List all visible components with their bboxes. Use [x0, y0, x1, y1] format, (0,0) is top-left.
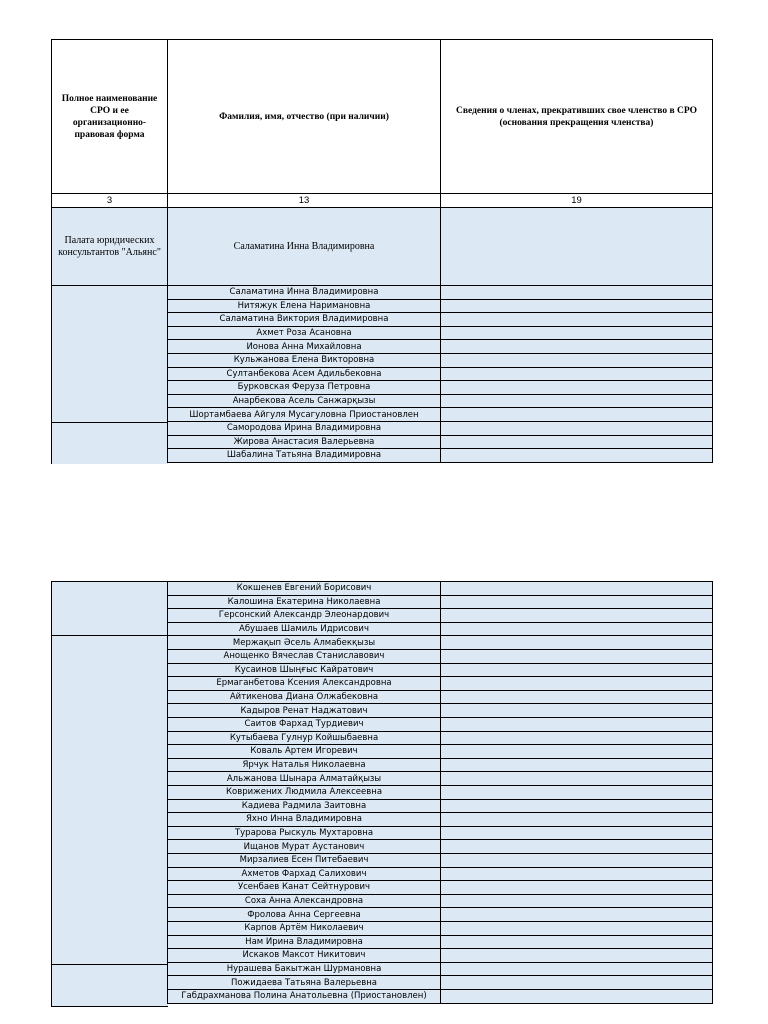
- member-info-cell: [440, 394, 713, 409]
- member-info-cell: [440, 312, 713, 327]
- number-org-cell: 3: [51, 193, 168, 208]
- member-info-cell: [440, 649, 713, 664]
- member-name-cell: Ахметов Фархад Салихович: [167, 867, 441, 882]
- member-name-cell: Соха Анна Александровна: [167, 894, 441, 909]
- member-info-cell: [440, 353, 713, 368]
- member-info-cell: [440, 367, 713, 382]
- member-info-cell: [440, 285, 713, 300]
- member-name-cell: Калошина Екатерина Николаевна: [167, 595, 441, 610]
- member-name-cell: Мирзалиев Есен Питебаевич: [167, 853, 441, 868]
- number-info-cell: 19: [440, 193, 713, 208]
- member-info-cell: [440, 880, 713, 895]
- member-info-cell: [440, 299, 713, 314]
- member-name-cell: Фролова Анна Сергеевна: [167, 907, 441, 922]
- header-org-cell: Полное наименование СРО и ее организационно-правовая форма: [51, 39, 168, 194]
- member-name-cell: Пожидаева Татьяна Валерьевна: [167, 975, 441, 990]
- member-info-cell: [440, 421, 713, 436]
- member-name-cell: Габдрахманова Полина Анатольевна (Приостановлен): [167, 989, 441, 1004]
- member-info-cell: [440, 948, 713, 963]
- member-info-cell: [440, 717, 713, 732]
- member-name-cell: Мержақып Әсель Алмабекқызы: [167, 635, 441, 650]
- member-info-cell: [440, 608, 713, 623]
- member-info-cell: [440, 867, 713, 882]
- member-name-cell: Шабалина Татьяна Владимировна: [167, 448, 441, 463]
- member-info-cell: [440, 771, 713, 786]
- member-info-cell: [440, 407, 713, 422]
- member-name-cell: Ахмет Роза Асановна: [167, 326, 441, 341]
- member-info-cell: [440, 799, 713, 814]
- member-name-cell: Яхно Инна Владимировна: [167, 812, 441, 827]
- member-name-cell: Шортамбаева Айгуля Мусагуловна Приостановлен: [167, 407, 441, 422]
- member-info-cell: [440, 935, 713, 950]
- member-name-cell: Жирова Анастасия Валерьевна: [167, 435, 441, 450]
- member-name-cell: Бурковская Феруза Петровна: [167, 380, 441, 395]
- member-name-cell: Герсонский Александр Элеонардович: [167, 608, 441, 623]
- member-info-cell: [440, 326, 713, 341]
- number-name-cell: 13: [167, 193, 441, 208]
- member-name-cell: Ермаганбетова Ксения Александровна: [167, 676, 441, 691]
- member-info-cell: [440, 581, 713, 596]
- member-name-cell: Коврижених Людмила Алексеевна: [167, 785, 441, 800]
- member-info-cell: [440, 435, 713, 450]
- member-info-cell: [440, 894, 713, 909]
- member-info-cell: [440, 635, 713, 650]
- member-info-cell: [440, 690, 713, 705]
- member-info-cell: [440, 989, 713, 1004]
- member-info-cell: [440, 785, 713, 800]
- member-name-cell: Кусаинов Шыңғыс Кайратович: [167, 663, 441, 678]
- member-name-cell: Нитяжук Елена Наримановна: [167, 299, 441, 314]
- member-info-cell: [440, 962, 713, 977]
- member-name-cell: Кокшенев Евгений Борисович: [167, 581, 441, 596]
- member-info-cell: [440, 448, 713, 463]
- member-name-cell: Кутыбаева Гулнур Койшыбаевна: [167, 731, 441, 746]
- member-info-cell: [440, 975, 713, 990]
- member-name-cell: Нам Ирина Владимировна: [167, 935, 441, 950]
- member-info-cell: [440, 676, 713, 691]
- member-name-cell: Саламатина Инна Владимировна: [167, 285, 441, 300]
- member-name-cell: Усенбаев Канат Сейтнурович: [167, 880, 441, 895]
- member-name-cell: Кадиева Радмила Заитовна: [167, 799, 441, 814]
- main-info-cell: [440, 207, 713, 286]
- member-info-cell: [440, 812, 713, 827]
- member-name-cell: Ярчук Наталья Николаевна: [167, 758, 441, 773]
- member-name-cell: Абушаев Шамиль Идрисович: [167, 622, 441, 637]
- org-name-cell: Палата юридических консультантов "Альянс": [51, 207, 168, 286]
- member-info-cell: [440, 339, 713, 354]
- member-info-cell: [440, 921, 713, 936]
- member-name-cell: Султанбекова Асем Адильбековна: [167, 367, 441, 382]
- member-info-cell: [440, 595, 713, 610]
- member-name-cell: Кульжанова Елена Викторовна: [167, 353, 441, 368]
- member-name-cell: Коваль Артем Игоревич: [167, 744, 441, 759]
- member-info-cell: [440, 380, 713, 395]
- member-info-cell: [440, 703, 713, 718]
- main-name-cell: Саламатина Инна Владимировна: [167, 207, 441, 286]
- member-name-cell: Анощенко Вячеслав Станиславович: [167, 649, 441, 664]
- member-name-cell: Саламатина Виктория Владимировна: [167, 312, 441, 327]
- member-info-cell: [440, 826, 713, 841]
- org-column-segment: [51, 285, 168, 423]
- org-column-segment: [51, 581, 168, 636]
- member-name-cell: Самородова Ирина Владимировна: [167, 421, 441, 436]
- member-info-cell: [440, 744, 713, 759]
- member-name-cell: Карпов Артём Николаевич: [167, 921, 441, 936]
- header-info-cell: Сведения о членах, прекративших свое членство в СРО (основания прекращения членства): [440, 39, 713, 194]
- member-name-cell: Турарова Рыскуль Мухтаровна: [167, 826, 441, 841]
- member-name-cell: Анарбекова Асель Санжарқызы: [167, 394, 441, 409]
- member-info-cell: [440, 839, 713, 854]
- member-info-cell: [440, 663, 713, 678]
- member-info-cell: [440, 622, 713, 637]
- member-name-cell: Нурашева Бакытжан Шурмановна: [167, 962, 441, 977]
- member-name-cell: Ищанов Мурат Аустанович: [167, 839, 441, 854]
- member-info-cell: [440, 731, 713, 746]
- member-name-cell: Искаков Максот Никитович: [167, 948, 441, 963]
- org-column-segment: [51, 422, 168, 464]
- member-name-cell: Айтикенова Диана Олжабековна: [167, 690, 441, 705]
- member-name-cell: Саитов Фархад Турдиевич: [167, 717, 441, 732]
- member-name-cell: Ионова Анна Михайловна: [167, 339, 441, 354]
- member-name-cell: Кадыров Ренат Наджатович: [167, 703, 441, 718]
- member-info-cell: [440, 853, 713, 868]
- member-info-cell: [440, 907, 713, 922]
- header-name-cell: Фамилия, имя, отчество (при наличии): [167, 39, 441, 194]
- org-column-segment: [51, 635, 168, 965]
- member-info-cell: [440, 758, 713, 773]
- member-name-cell: Альжанова Шынара Алматайқызы: [167, 771, 441, 786]
- org-column-segment: [51, 964, 168, 1007]
